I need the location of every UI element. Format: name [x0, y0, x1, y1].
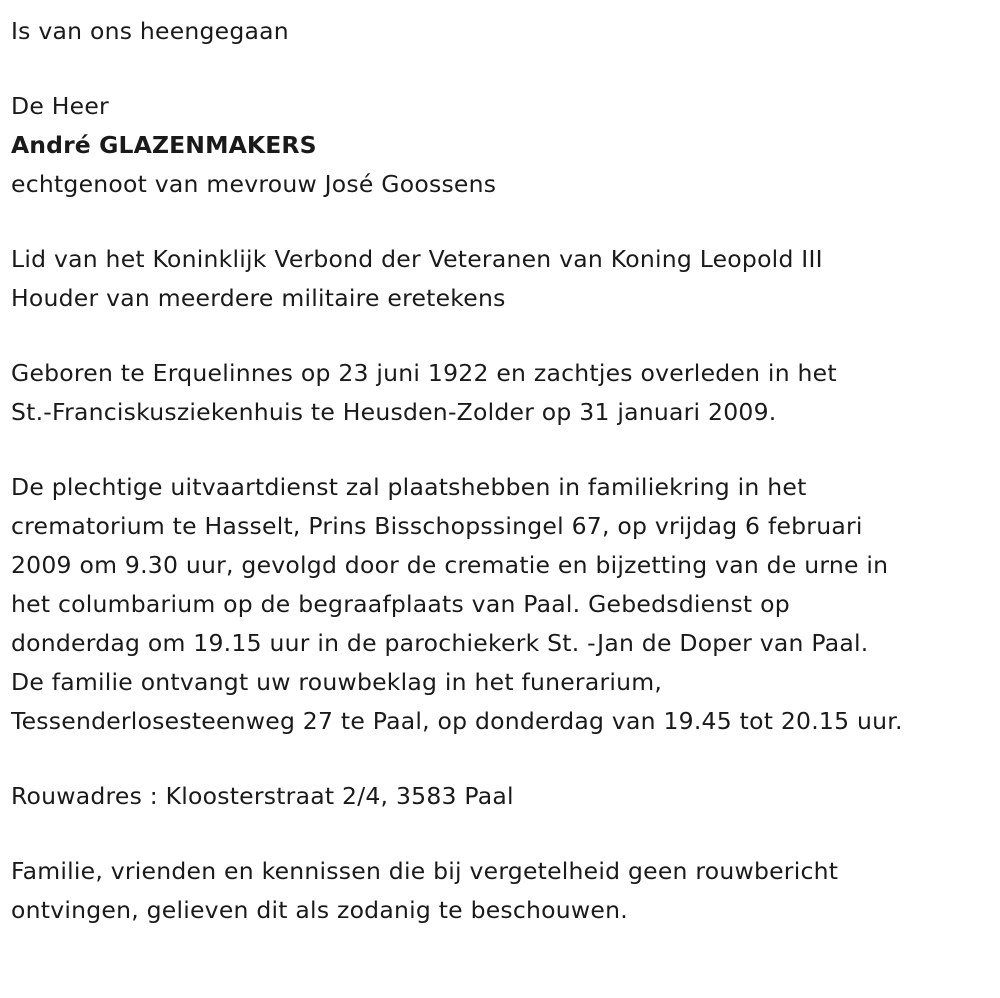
- salutation: De Heer: [11, 92, 109, 120]
- opening-block: [11, 12, 988, 51]
- spacer: [11, 51, 988, 87]
- closing-line: Familie, vrienden en kennissen die bij vergetelheid geen rouwbericht: [11, 857, 839, 885]
- spacer: [11, 432, 988, 468]
- closing-block: [11, 852, 988, 930]
- service-line: 2009 om 9.30 uur, gevolgd door de crematie en bijzetting van de urne in: [11, 551, 889, 579]
- honours-block: [11, 240, 988, 318]
- service-line: het columbarium op de begraafplaats van Paal. Gebedsdienst op: [11, 590, 790, 618]
- spacer: [11, 318, 988, 354]
- service-line: De familie ontvangt uw rouwbeklag in het funerarium,: [11, 668, 663, 696]
- mourning-address-line: Rouwadres : Kloosterstraat 2/4, 3583 Paal: [11, 782, 514, 810]
- service-block: [11, 468, 988, 741]
- deceased-block: [11, 87, 988, 204]
- honour-line: Houder van meerdere militaire eretekens: [11, 284, 506, 312]
- spouse-line: echtgenoot van mevrouw José Goossens: [11, 170, 497, 198]
- service-line: donderdag om 19.15 uur in de parochiekerk St. -Jan de Doper van Paal.: [11, 629, 869, 657]
- service-line: crematorium te Hasselt, Prins Bisschopssingel 67, op vrijdag 6 februari: [11, 512, 863, 540]
- mourning-address-block: [11, 777, 988, 816]
- closing-line: ontvingen, gelieven dit als zodanig te beschouwen.: [11, 896, 628, 924]
- honour-line: Lid van het Koninklijk Verbond der Veteranen van Koning Leopold III: [11, 245, 823, 273]
- life-dates-block: [11, 354, 988, 432]
- deceased-name: André GLAZENMAKERS: [11, 131, 317, 159]
- service-line: De plechtige uitvaartdienst zal plaatshebben in familiekring in het: [11, 473, 807, 501]
- spacer: [11, 816, 988, 852]
- life-dates-line: Geboren te Erquelinnes op 23 juni 1922 en zachtjes overleden in het: [11, 359, 837, 387]
- spacer: [11, 204, 988, 240]
- spacer: [11, 741, 988, 777]
- service-line: Tessenderlosesteenweg 27 te Paal, op donderdag van 19.45 tot 20.15 uur.: [11, 707, 903, 735]
- opening-line: Is van ons heengegaan: [11, 17, 289, 45]
- life-dates-line: St.-Franciskusziekenhuis te Heusden-Zolder op 31 januari 2009.: [11, 398, 777, 426]
